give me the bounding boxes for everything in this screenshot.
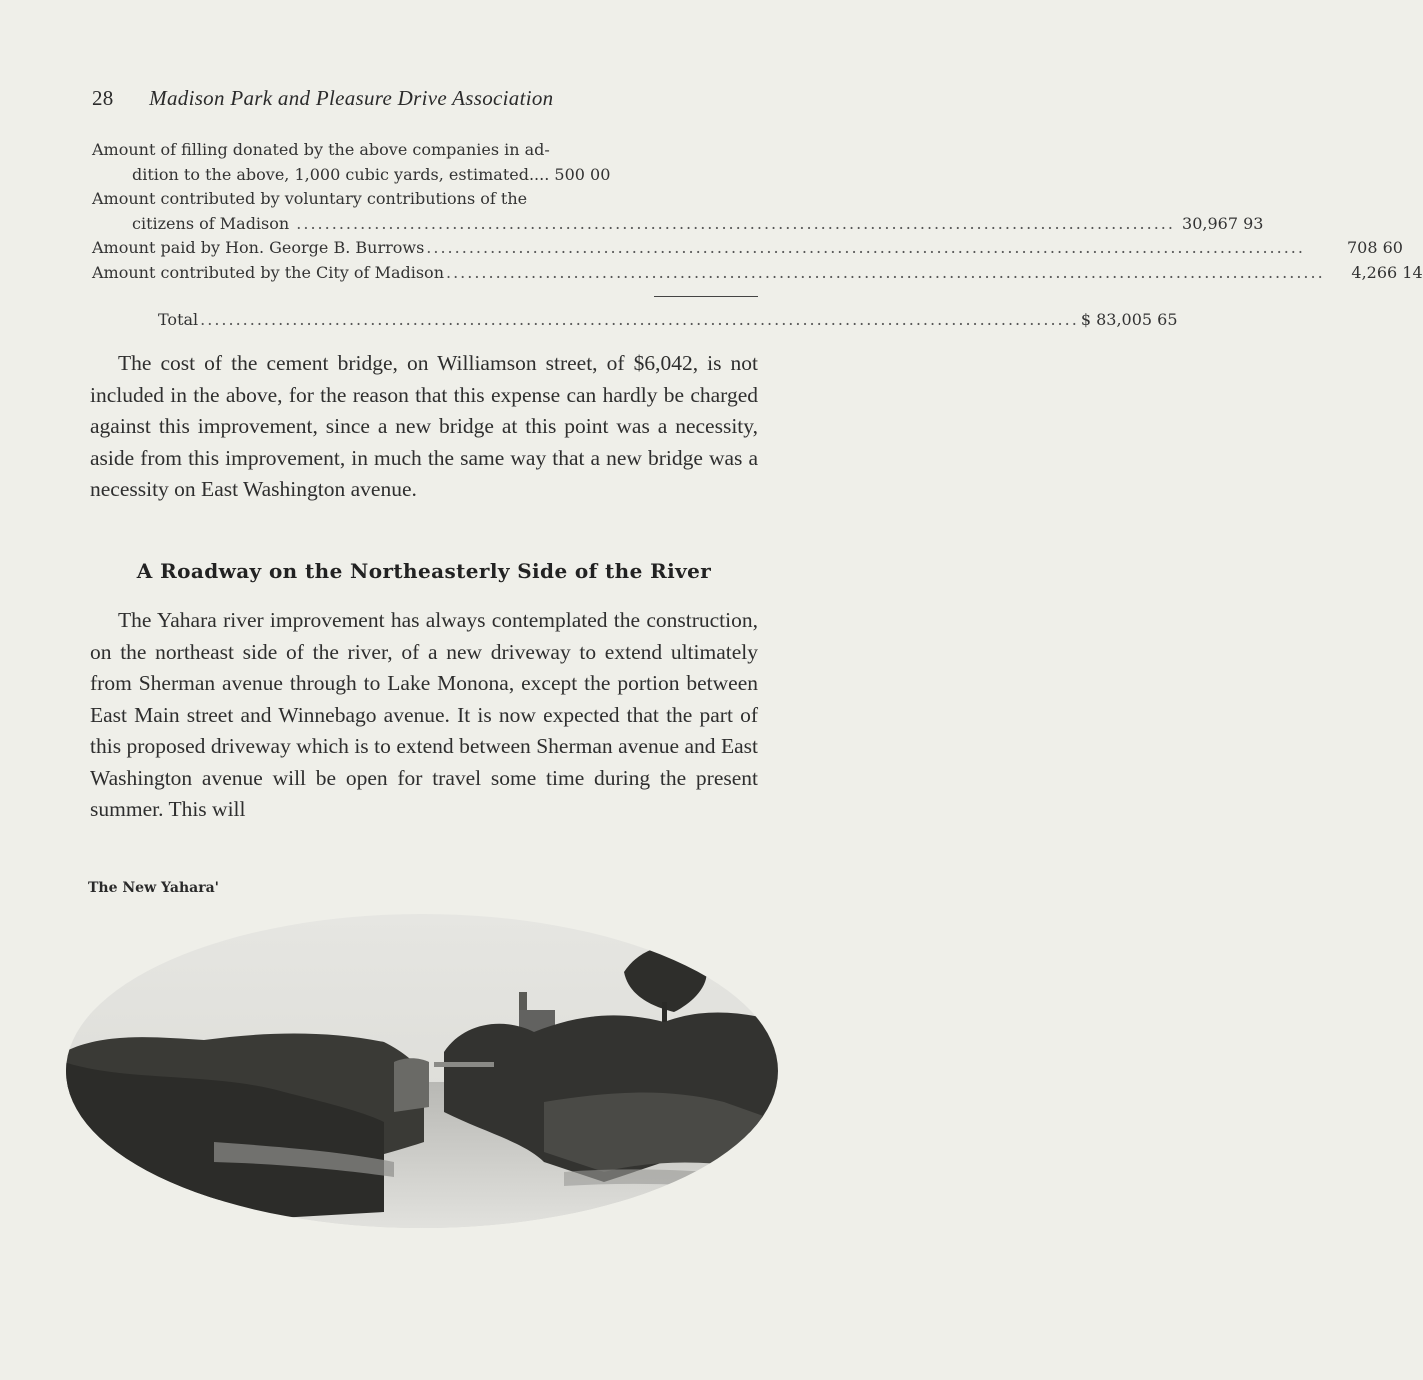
total-amount: $ 83,005 65 [1080, 310, 1178, 329]
running-header [92, 86, 692, 111]
dot-leader [296, 214, 1175, 233]
ledger-row-text: citizens of Madison [132, 213, 290, 233]
body-paragraph [90, 348, 758, 506]
dot-leader [446, 261, 1325, 286]
body-paragraph [90, 605, 758, 826]
sum-rule [654, 296, 758, 297]
ledger-amount: 30,967 93 [1182, 213, 1264, 233]
dot-leader [426, 236, 1305, 261]
ledger-total [158, 310, 1178, 329]
ledger-row [92, 138, 760, 187]
section-heading: A Roadway on the Northeasterly Side of the River [136, 559, 712, 583]
figure-caption: The New Yahara' [88, 880, 219, 896]
ledger-row-text: Amount paid by Hon. George B. Burrows [92, 238, 425, 257]
ledger-amount: 500 00 [554, 164, 611, 184]
ledger-row-text: Amount contributed by voluntary contributions of the [92, 189, 528, 208]
ledger-row-text: dition to the above, 1,000 cubic yards, estimated.... [132, 164, 550, 184]
ledger-row [92, 261, 1423, 286]
publication-title: Madison Park and Pleasure Drive Association [149, 86, 554, 110]
river-photo-image [64, 912, 780, 1230]
river-photograph [64, 912, 780, 1230]
dot-leader [200, 310, 1079, 329]
total-label: Total [158, 310, 199, 329]
paragraph-roadway: The Yahara river improvement has always contemplated the construction, on the northeast side of the river, of a new driveway to extend ultimately from Sherman avenue through to Lake Monona, except the portion between East Main street and Winnebago avenue. It is now expected that the part of this proposed driveway which is to extend between Sherman avenue and East Washington avenue will be open for travel some time during the present summer. This will [90, 608, 758, 821]
ledger-row [92, 187, 1264, 236]
paragraph-bridge-cost: The cost of the cement bridge, on Williamson street, of $6,042, is not included in the above, for the reason that this expense can hardly be charged against this improvement, since a new bridge at this point was a necessity, aside from this improvement, in much the same way that a new bridge was a necessity on East Washington avenue. [90, 351, 758, 501]
ledger-amount: 4,266 14 [1351, 262, 1423, 282]
ledger-row [92, 236, 1403, 261]
ledger-row-text: Amount of filling donated by the above companies in ad- [92, 140, 550, 159]
page-number: 28 [92, 86, 114, 110]
ledger-amount: 708 60 [1346, 238, 1403, 257]
funding-ledger [92, 138, 1423, 285]
ledger-row-text: Amount contributed by the City of Madison [92, 262, 444, 282]
